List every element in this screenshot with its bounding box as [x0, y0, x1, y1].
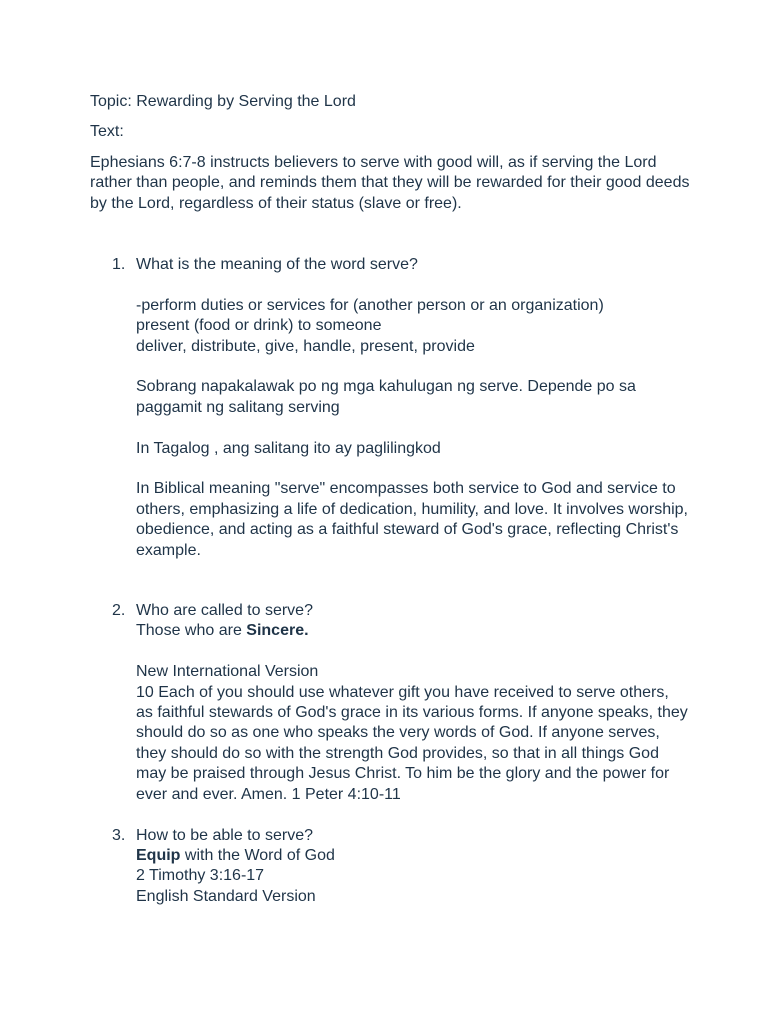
biblical-meaning: In Biblical meaning "serve" encompasses both service to God and service to others, emphasizing a life of dedication, humility, and love. It involves worship, obedience, and acting as a faithful steward of God's grace, reflecting Christ's example.: [136, 480, 688, 559]
answer-2-bold: Sincere.: [246, 622, 309, 640]
definition-line-1: -perform duties or services for (another person or an organization): [136, 296, 604, 314]
bible-version-esv: English Standard Version: [136, 887, 316, 905]
text-label: Text:: [90, 123, 124, 141]
list-item-2: [90, 601, 690, 805]
bible-version-niv: New International Version: [136, 663, 319, 681]
tagalog-note: Sobrang napakalawak po ng mga kahulugan ng serve. Depende po sa paggamit ng salitang serving: [136, 378, 636, 416]
question-1: What is the meaning of the word serve?: [136, 256, 418, 274]
list-number: 3.: [112, 826, 126, 844]
list-number: 1.: [112, 256, 126, 274]
definition-line-3: deliver, distribute, give, handle, present, provide: [136, 337, 475, 355]
definition-line-2: present (food or drink) to someone: [136, 317, 382, 335]
list-item-1: [90, 255, 690, 561]
topic-heading: Topic: Rewarding by Serving the Lord: [90, 93, 356, 110]
document-page: [90, 92, 690, 907]
answer-3-rest: with the Word of God: [180, 846, 335, 864]
bible-reference: 2 Timothy 3:16-17: [136, 867, 265, 885]
list-number: 2.: [112, 602, 126, 620]
answer-2: [136, 621, 690, 641]
question-2: Who are called to serve?: [136, 602, 313, 620]
tagalog-word: In Tagalog , ang salitang ito ay paglilingkod: [136, 439, 441, 457]
answer-3: [136, 846, 690, 866]
answer-2-prefix: Those who are: [136, 622, 247, 640]
intro-paragraph: Ephesians 6:7-8 instructs believers to serve with good will, as if serving the Lord rather than people, and reminds them that they will be rewarded for their good deeds by the Lord, regardless of their status (slave or free).: [90, 153, 690, 212]
list-item-3: [90, 826, 690, 908]
bible-verse-1-peter: 10 Each of you should use whatever gift you have received to serve others, as faithful stewards of God's grace in its various forms. If anyone speaks, they should do so as one who speaks the very words of God. If anyone serves, they should do so with the strength God provides, so that in all things God may be praised through Jesus Christ. To him be the glory and the power for ever and ever. Amen. 1 Peter 4:10-11: [136, 683, 688, 803]
answer-3-bold: Equip: [136, 846, 181, 864]
question-3: How to be able to serve?: [136, 826, 313, 844]
